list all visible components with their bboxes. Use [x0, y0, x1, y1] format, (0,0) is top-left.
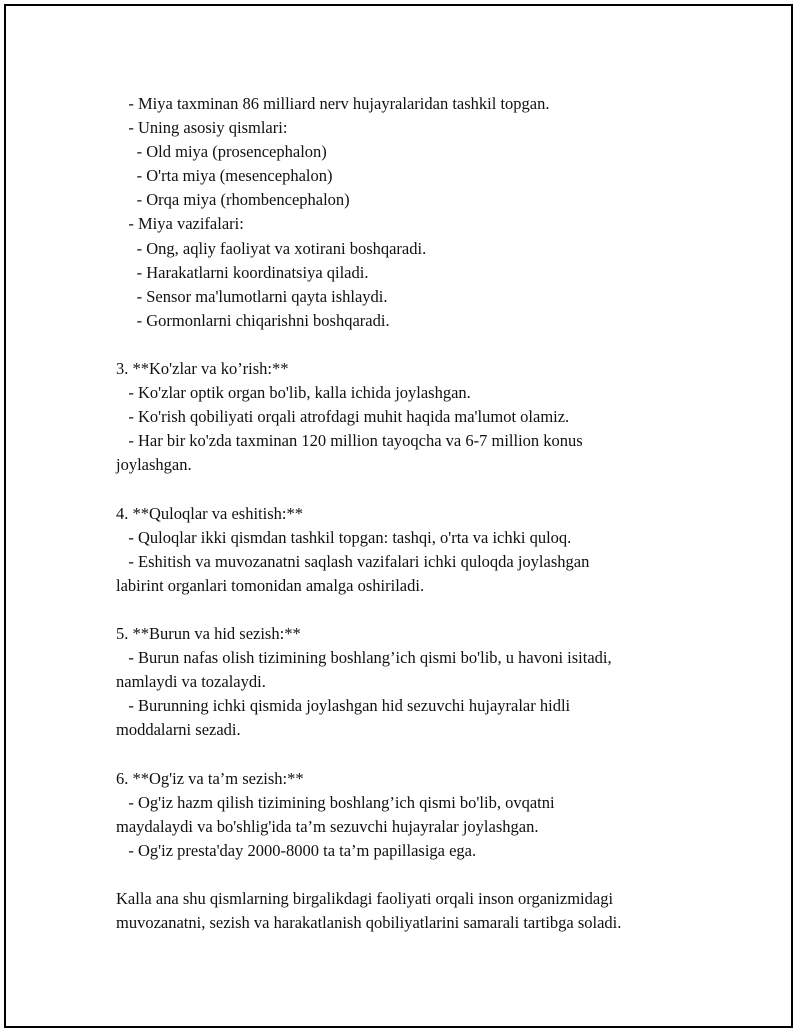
text-line: - Quloqlar ikki qismdan tashkil topgan: tashqi, o'rta va ichki quloq. — [116, 527, 572, 547]
text-line: - Sensor ma'lumotlarni qayta ishlaydi. — [116, 286, 388, 306]
text-line: - O'rta miya (mesencephalon) — [116, 166, 333, 186]
blank-line — [116, 863, 716, 887]
text-line: joylashgan. — [116, 455, 192, 475]
text-line: - Burun nafas olish tizimining boshlang’ich qismi bo'lib, u havoni isitadi, — [116, 648, 612, 668]
text-line: - Eshitish va muvozanatni saqlash vazifalari ichki quloqda joylashgan — [116, 551, 590, 571]
text-line: moddalarni sezadi. — [116, 720, 241, 740]
blank-line — [116, 743, 716, 767]
section-heading-eyes: 3. **Ko'zlar va ko’rish:** — [116, 359, 289, 379]
section-heading-mouth: 6. **Og'iz va ta’m sezish:** — [116, 768, 304, 788]
text-line: - Miya vazifalari: — [116, 214, 244, 234]
text-line: - Orqa miya (rhombencephalon) — [116, 190, 350, 210]
document-body — [116, 92, 716, 935]
text-line: - Gormonlarni chiqarishni boshqaradi. — [116, 310, 390, 330]
text-line: - Uning asosiy qismlari: — [116, 118, 288, 138]
text-line: - Og'iz hazm qilish tizimining boshlang’ich qismi bo'lib, ovqatni — [116, 792, 555, 812]
text-line: - Og'iz presta'day 2000-8000 ta ta’m papillasiga ega. — [116, 840, 477, 860]
blank-line — [116, 478, 716, 502]
text-line: - Old miya (prosencephalon) — [116, 142, 327, 162]
conclusion-line: Kalla ana shu qismlarning birgalikdagi faoliyati orqali inson organizmidagi — [116, 889, 614, 909]
text-line: - Ko'zlar optik organ bo'lib, kalla ichida joylashgan. — [116, 383, 471, 403]
text-line: - Har bir ko'zda taxminan 120 million tayoqcha va 6-7 million konus — [116, 431, 583, 451]
section-heading-ears: 4. **Quloqlar va eshitish:** — [116, 503, 303, 523]
text-line: maydalaydi va bo'shlig'ida ta’m sezuvchi hujayralar joylashgan. — [116, 816, 539, 836]
section-heading-nose: 5. **Burun va hid sezish:** — [116, 624, 301, 644]
text-line: - Harakatlarni koordinatsiya qiladi. — [116, 262, 369, 282]
text-line: - Ong, aqliy faoliyat va xotirani boshqaradi. — [116, 238, 427, 258]
text-line: - Burunning ichki qismida joylashgan hid sezuvchi hujayralar hidli — [116, 696, 571, 716]
text-line: - Ko'rish qobiliyati orqali atrofdagi muhit haqida ma'lumot olamiz. — [116, 407, 570, 427]
text-line: labirint organlari tomonidan amalga oshiriladi. — [116, 575, 425, 595]
text-line: namlaydi va tozalaydi. — [116, 672, 266, 692]
text-line: - Miya taxminan 86 milliard nerv hujayralaridan tashkil topgan. — [116, 94, 550, 113]
blank-line — [116, 333, 716, 357]
conclusion-line: muvozanatni, sezish va harakatlanish qobiliyatlarini samarali tartibga soladi. — [116, 913, 622, 933]
blank-line — [116, 598, 716, 622]
